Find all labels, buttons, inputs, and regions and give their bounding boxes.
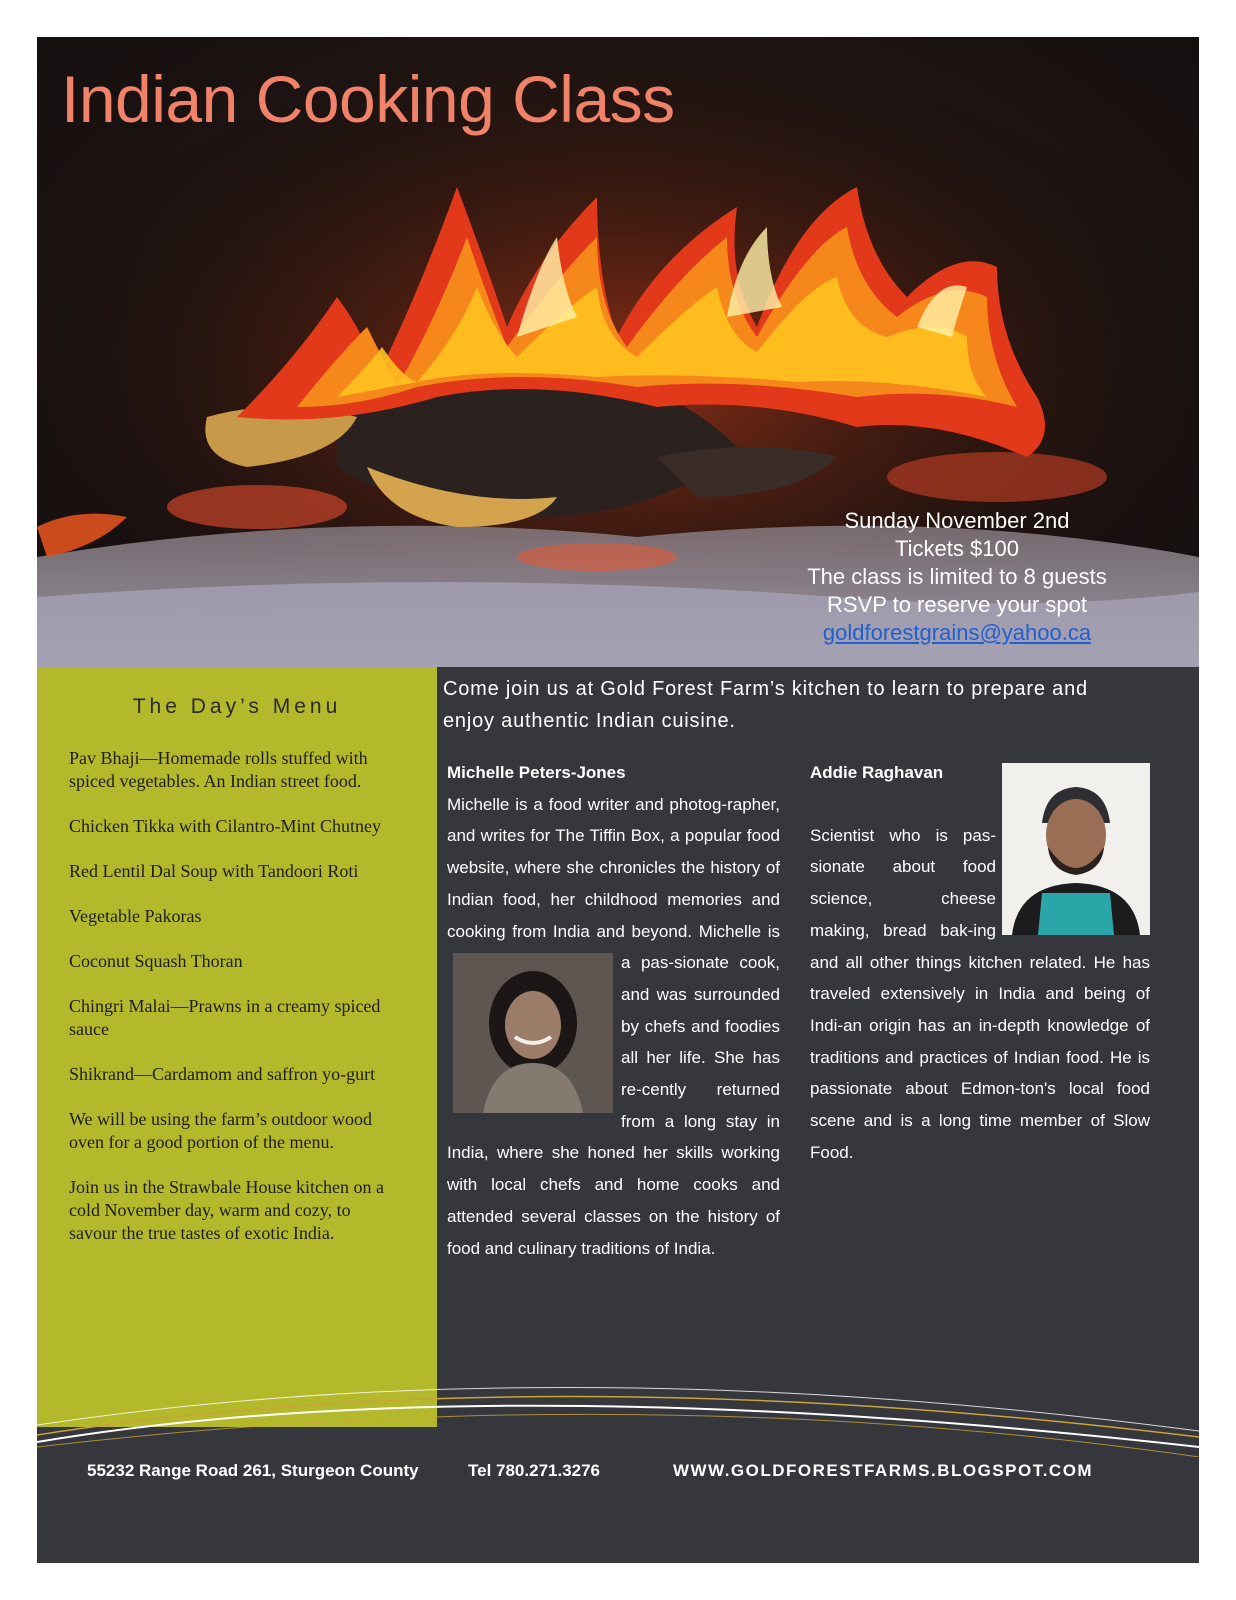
chef-addie-section [810, 757, 1150, 1168]
phone: Tel 780.271.3276 [468, 1461, 601, 1480]
address: 55232 Range Road 261, Sturgeon County [87, 1461, 419, 1480]
event-date: Sunday November 2nd [844, 508, 1070, 533]
menu-list [69, 747, 399, 1267]
website-link[interactable]: WWW.GOLDFORESTFARMS.BLOGSPOT.COM [673, 1461, 1094, 1480]
menu-item: Shikrand—Cardamom and saffron yo-gurt [69, 1064, 376, 1084]
flyer [37, 37, 1199, 1563]
footer [37, 1457, 1199, 1497]
email-link[interactable]: goldforestgrains@yahoo.ca [822, 620, 1092, 645]
chef-photo-addie [1002, 763, 1150, 935]
menu-note: We will be using the farm’s outdoor wood oven for a good portion of the menu. [69, 1109, 373, 1152]
decorative-swoosh [37, 1347, 1199, 1457]
chef-name: Michelle Peters-Jones [447, 763, 626, 782]
menu-item: Vegetable Pakoras [69, 906, 202, 926]
menu-item: Red Lentil Dal Soup with Tandoori Roti [69, 861, 359, 881]
event-details [772, 507, 1142, 647]
menu-item: Chicken Tikka with Cilantro-Mint Chutney [69, 816, 382, 836]
menu-note: Join us in the Strawbale House kitchen on a cold November day, warm and cozy, to savour the true tastes of exotic India. [69, 1177, 384, 1243]
event-rsvp: RSVP to reserve your spot [826, 592, 1088, 617]
event-price: Tickets $100 [895, 536, 1019, 561]
chef-photo-michelle [453, 953, 613, 1113]
hero-fire-photo [37, 37, 1199, 667]
chef-bio-continued: Michelle is a pas-sionate cook, and was surrounded by chefs and foodies all her life. She has re-cently returned from a long stay in India, where she honed her skills working with local chefs and home cooks and attended several classes on the history of food and culinary traditions of India. [447, 921, 780, 1258]
menu-panel [37, 667, 437, 1427]
intro-text: Come join us at Gold Forest Farm’s kitchen to learn to prepare and enjoy authentic Indian cuisine. [443, 678, 1088, 732]
chef-michelle-section [447, 757, 780, 1264]
chef-name: Addie Raghavan [810, 763, 944, 782]
page-title: Indian Cooking Class [61, 62, 675, 136]
menu-item: Pav Bhaji—Homemade rolls stuffed with spiced vegetables. An Indian street food. [69, 748, 368, 791]
event-capacity: The class is limited to 8 guests [807, 564, 1107, 589]
chef-bio: Michelle is a food writer and photog-rapher, and writes for The Tiffin Box, a popular food website, where she chronicles the history of Indian food, her childhood memories and cooking from India and beyond. [447, 794, 780, 941]
menu-item: Coconut Squash Thoran [69, 951, 243, 971]
menu-heading: The Day’s Menu [132, 695, 342, 718]
chef-bio: Scientist who is pas-sionate about food science, cheese making, bread bak-ing and all other things kitchen related. He has traveled extensively in India and being of Indi-an origin has an in-depth knowledge of traditions and practices of Indian food. He is passionate about Edmon-ton's local food scene and is a long time member of Slow Food. [810, 825, 1150, 1162]
menu-item: Chingri Malai—Prawns in a creamy spiced sauce [69, 996, 381, 1039]
